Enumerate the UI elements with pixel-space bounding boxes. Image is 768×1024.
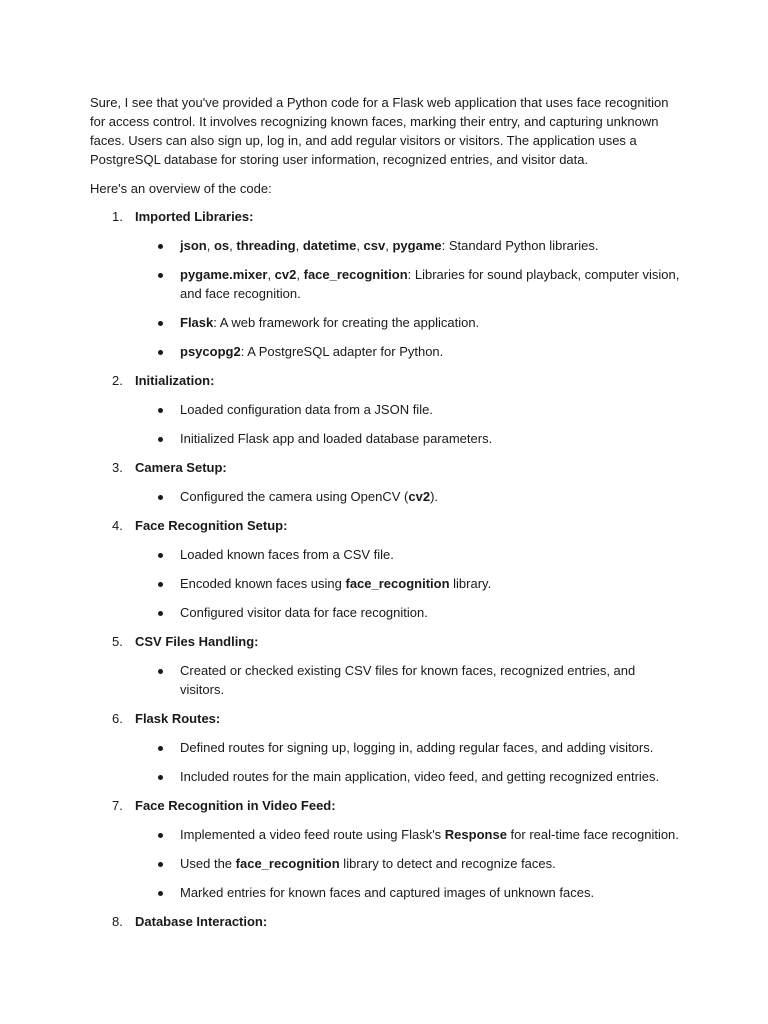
bullet-text: , [295,238,303,253]
bullet-list [90,236,680,361]
bold-term: Flask [180,315,214,330]
bullet-text: Loaded configuration data from a JSON file. [180,402,433,417]
bullet-text: , [356,238,364,253]
bullet-item [90,487,680,506]
bold-term: psycopg2 [180,344,241,359]
bullet-item [90,767,680,786]
overview-section [90,796,680,902]
bullet-item [90,603,680,622]
bullet-dot-icon [158,408,163,413]
bold-term: pygame.mixer [180,267,268,282]
bold-term: pygame [392,238,442,253]
bullet-item [90,400,680,419]
section-heading [90,207,680,226]
bold-term: json [180,238,207,253]
bullet-list [90,825,680,902]
section-number: 1. [112,209,123,224]
bullet-list [90,738,680,786]
bullet-dot-icon [158,495,163,500]
bullet-text: Created or checked existing CSV files for known faces, recognized entries, and visitors. [180,663,636,697]
section-title: Initialization: [135,373,215,388]
bullet-item [90,883,680,902]
bullet-item [90,574,680,593]
bold-term: Response [444,827,507,842]
section-heading [90,458,680,477]
bullet-text: Defined routes for signing up, logging in, adding regular faces, and adding visitors. [180,740,654,755]
bullet-text: Encoded known faces using [180,576,346,591]
bullet-text: : A PostgreSQL adapter for Python. [240,344,444,359]
overview-section [90,207,680,361]
document-body [90,93,680,941]
bullet-dot-icon [158,611,163,616]
bold-term: face_recognition [345,576,450,591]
bullet-dot-icon [158,273,163,278]
bullet-list [90,487,680,506]
bullet-item [90,265,680,303]
section-title: Imported Libraries: [135,209,254,224]
bullet-dot-icon [158,582,163,587]
bullet-text: , [385,238,393,253]
bullet-text: Included routes for the main application, video feed, and getting recognized entries. [180,769,660,784]
bullet-item [90,661,680,699]
bullet-text: Marked entries for known faces and captured images of unknown faces. [180,885,595,900]
section-title: Database Interaction: [135,914,268,929]
bold-term: csv [363,238,386,253]
bullet-text: : Standard Python libraries. [441,238,599,253]
bullet-text: library to detect and recognize faces. [339,856,556,871]
bullet-dot-icon [158,553,163,558]
bullet-list [90,661,680,699]
bullet-text: Used the [180,856,236,871]
bold-term: face_recognition [235,856,340,871]
bold-term: cv2 [408,489,431,504]
bullet-dot-icon [158,350,163,355]
bullet-text: Configured the camera using OpenCV ( [180,489,409,504]
bold-term: threading [236,238,296,253]
overview-section [90,371,680,448]
overview-section [90,632,680,699]
bullet-dot-icon [158,669,163,674]
overview-section [90,516,680,622]
bullet-dot-icon [158,437,163,442]
bullet-text: Loaded known faces from a CSV file. [180,547,394,562]
section-heading [90,709,680,728]
bullet-text: , [296,267,304,282]
bullet-text: Initialized Flask app and loaded database parameters. [180,431,493,446]
bullet-text: : Libraries for sound playback, computer vision, and face recognition. [180,267,680,301]
bullet-text: , [229,238,237,253]
bullet-item [90,342,680,361]
bullet-dot-icon [158,244,163,249]
bullet-dot-icon [158,321,163,326]
overview-section [90,709,680,786]
bullet-text: , [206,238,214,253]
bullet-item [90,854,680,873]
overview-section [90,458,680,506]
section-title: Face Recognition Setup: [135,518,288,533]
bullet-item [90,738,680,757]
bullet-item [90,545,680,564]
section-heading [90,632,680,651]
overview-list [90,207,680,931]
bullet-item [90,313,680,332]
bullet-dot-icon [158,891,163,896]
intro-paragraph: Sure, I see that you've provided a Python code for a Flask web application that uses face recognition for access control. It involves recognizing known faces, marking their entry, and capturing unknown faces. Users can also sign up, log in, and add regular visitors or visitors. The application uses a PostgreSQL database for storing user information, recognized entries, and visitor data. [90,95,669,167]
section-heading [90,371,680,390]
section-number: 6. [112,711,123,726]
bold-term: face_recognition [303,267,408,282]
section-number: 8. [112,914,123,929]
bullet-text: Configured visitor data for face recognition. [180,605,428,620]
section-title: Camera Setup: [135,460,227,475]
bullet-dot-icon [158,746,163,751]
section-title: Flask Routes: [135,711,221,726]
section-title: CSV Files Handling: [135,634,259,649]
bullet-dot-icon [158,833,163,838]
section-title: Face Recognition in Video Feed: [135,798,336,813]
bullet-text: ). [430,489,439,504]
bullet-list [90,400,680,448]
overview-section [90,912,680,931]
section-number: 7. [112,798,123,813]
section-number: 2. [112,373,123,388]
section-number: 5. [112,634,123,649]
bold-term: datetime [302,238,357,253]
overview-lead: Here's an overview of the code: [90,181,272,196]
bullet-text: library. [449,576,492,591]
bullet-text: for real-time face recognition. [506,827,679,842]
bullet-item [90,825,680,844]
bullet-dot-icon [158,775,163,780]
section-heading [90,796,680,815]
bold-term: cv2 [274,267,297,282]
bullet-text: : A web framework for creating the application. [213,315,480,330]
bullet-dot-icon [158,862,163,867]
bullet-item [90,236,680,255]
bullet-item [90,429,680,448]
section-heading [90,516,680,535]
bullet-text: Implemented a video feed route using Flask's [180,827,445,842]
section-number: 4. [112,518,123,533]
bullet-text: , [267,267,275,282]
section-heading [90,912,680,931]
bold-term: os [213,238,230,253]
bullet-list [90,545,680,622]
section-number: 3. [112,460,123,475]
